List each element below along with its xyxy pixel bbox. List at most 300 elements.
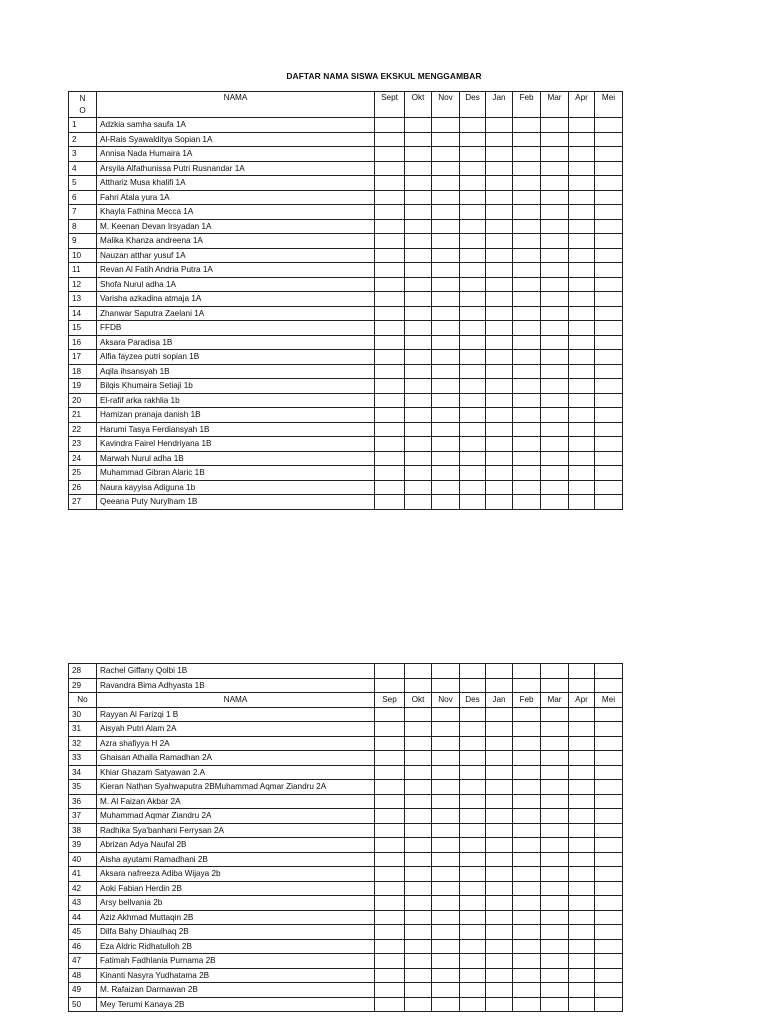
attendance-cell (375, 263, 405, 278)
attendance-cell (569, 968, 595, 983)
student-name: Fahri Atala yura 1A (97, 190, 375, 205)
table-row (69, 495, 623, 510)
attendance-cell (595, 350, 623, 365)
attendance-cell (460, 954, 486, 969)
attendance-cell (460, 722, 486, 737)
attendance-cell (460, 393, 486, 408)
attendance-cell (432, 393, 460, 408)
table-row (69, 350, 623, 365)
attendance-cell (541, 118, 569, 133)
attendance-cell (513, 707, 541, 722)
header-month-nov: Nov (432, 92, 460, 118)
attendance-cell (460, 664, 486, 679)
row-number: 9 (69, 234, 97, 249)
attendance-cell (405, 664, 432, 679)
row-number: 22 (69, 422, 97, 437)
student-name: El-rafif arka rakhlia 1b (97, 393, 375, 408)
row-number: 42 (69, 881, 97, 896)
attendance-cell (432, 466, 460, 481)
attendance-cell (432, 263, 460, 278)
attendance-cell (432, 480, 460, 495)
attendance-cell (460, 219, 486, 234)
student-name: Radhika Sya'banhani Ferrysan 2A (97, 823, 375, 838)
table-row (69, 838, 623, 853)
attendance-cell (460, 263, 486, 278)
attendance-cell (405, 234, 432, 249)
attendance-cell (460, 335, 486, 350)
student-name: Rachel Giffany Qolbi 1B (97, 664, 375, 679)
row-number: 13 (69, 292, 97, 307)
attendance-cell (432, 161, 460, 176)
attendance-cell (486, 147, 513, 162)
student-name: Zhanwar Saputra Zaelani 1A (97, 306, 375, 321)
table-row (69, 794, 623, 809)
row-number: 18 (69, 364, 97, 379)
attendance-cell (432, 838, 460, 853)
attendance-cell (595, 823, 623, 838)
attendance-cell (541, 480, 569, 495)
student-name: Eza Aldric Ridhatulloh 2B (97, 939, 375, 954)
student-name: Aisha ayutami Ramadhani 2B (97, 852, 375, 867)
attendance-cell (460, 248, 486, 263)
attendance-cell (486, 176, 513, 191)
student-name: Mey Terumi Kanaya 2B (97, 997, 375, 1012)
attendance-cell (375, 335, 405, 350)
attendance-cell (432, 408, 460, 423)
row-number: 3 (69, 147, 97, 162)
attendance-cell (432, 867, 460, 882)
row-number: 21 (69, 408, 97, 423)
attendance-cell (513, 867, 541, 882)
row-number: 43 (69, 896, 97, 911)
attendance-cell (513, 161, 541, 176)
row-number: 25 (69, 466, 97, 481)
attendance-cell (460, 277, 486, 292)
attendance-cell (432, 968, 460, 983)
student-name: Revan Al Fatih Andria Putra 1A (97, 263, 375, 278)
attendance-cell (432, 881, 460, 896)
attendance-cell (432, 780, 460, 795)
row-number: 16 (69, 335, 97, 350)
attendance-cell (541, 852, 569, 867)
student-name: Marwah Nurul adha 1B (97, 451, 375, 466)
attendance-cell (486, 393, 513, 408)
attendance-cell (460, 466, 486, 481)
attendance-cell (375, 306, 405, 321)
attendance-cell (375, 176, 405, 191)
attendance-cell (460, 751, 486, 766)
attendance-table-1 (68, 91, 623, 510)
attendance-cell (569, 292, 595, 307)
attendance-cell (513, 234, 541, 249)
attendance-cell (375, 852, 405, 867)
attendance-cell (541, 751, 569, 766)
attendance-cell (569, 664, 595, 679)
table-row (69, 234, 623, 249)
attendance-cell (486, 968, 513, 983)
student-name: Ghaisan Athalla Ramadhan 2A (97, 751, 375, 766)
attendance-cell (595, 277, 623, 292)
attendance-cell (432, 205, 460, 220)
attendance-cell (541, 335, 569, 350)
attendance-cell (486, 678, 513, 693)
student-name: Aoki Fabian Herdin 2B (97, 881, 375, 896)
attendance-cell (405, 939, 432, 954)
attendance-cell (569, 379, 595, 394)
attendance-cell (486, 910, 513, 925)
attendance-cell (460, 350, 486, 365)
table-row (69, 664, 623, 679)
attendance-cell (541, 896, 569, 911)
attendance-cell (432, 852, 460, 867)
attendance-cell (513, 939, 541, 954)
attendance-cell (460, 408, 486, 423)
row-number: 20 (69, 393, 97, 408)
attendance-cell (486, 780, 513, 795)
student-name: Aksara nafreeza Adiba Wijaya 2b (97, 867, 375, 882)
attendance-cell (432, 248, 460, 263)
attendance-cell (595, 939, 623, 954)
attendance-cell (405, 751, 432, 766)
attendance-cell (595, 335, 623, 350)
attendance-cell (541, 350, 569, 365)
table-row (69, 925, 623, 940)
attendance-cell (541, 422, 569, 437)
attendance-cell (569, 335, 595, 350)
attendance-cell (405, 350, 432, 365)
row-number: 26 (69, 480, 97, 495)
attendance-cell (541, 678, 569, 693)
attendance-cell (405, 205, 432, 220)
header-month-jan: Jan (486, 92, 513, 118)
header-month-mar: Mar (541, 92, 569, 118)
table-row (69, 408, 623, 423)
student-name: Aqila ihsansyah 1B (97, 364, 375, 379)
attendance-cell (569, 118, 595, 133)
attendance-cell (569, 997, 595, 1012)
attendance-cell (595, 248, 623, 263)
row-number: 31 (69, 722, 97, 737)
row-number: 38 (69, 823, 97, 838)
attendance-table-2 (68, 663, 623, 1012)
attendance-cell (569, 707, 595, 722)
header-month-okt: Okt (405, 92, 432, 118)
attendance-cell (405, 678, 432, 693)
student-name: Ravandra Bima Adhyasta 1B (97, 678, 375, 693)
table-row (69, 321, 623, 336)
attendance-cell (569, 466, 595, 481)
attendance-cell (375, 118, 405, 133)
student-name: Aisyah Putri Alam 2A (97, 722, 375, 737)
attendance-cell (595, 379, 623, 394)
attendance-cell (375, 809, 405, 824)
attendance-cell (513, 263, 541, 278)
attendance-cell (541, 190, 569, 205)
attendance-cell (569, 321, 595, 336)
student-name: Hamizan pranaja danish 1B (97, 408, 375, 423)
attendance-cell (375, 234, 405, 249)
attendance-cell (405, 983, 432, 998)
header-nama: NAMA (97, 92, 375, 118)
table-row (69, 437, 623, 452)
attendance-cell (486, 422, 513, 437)
header-month-sept: Sept (375, 92, 405, 118)
student-name: M. Al Faizan Akbar 2A (97, 794, 375, 809)
attendance-cell (595, 364, 623, 379)
attendance-cell (460, 997, 486, 1012)
attendance-cell (460, 867, 486, 882)
attendance-cell (486, 809, 513, 824)
attendance-cell (595, 480, 623, 495)
attendance-cell (405, 707, 432, 722)
attendance-cell (460, 881, 486, 896)
attendance-cell (460, 852, 486, 867)
attendance-cell (541, 219, 569, 234)
attendance-cell (595, 422, 623, 437)
attendance-cell (486, 335, 513, 350)
attendance-cell (460, 364, 486, 379)
attendance-cell (375, 350, 405, 365)
attendance-cell (405, 780, 432, 795)
table-row (69, 205, 623, 220)
attendance-cell (513, 248, 541, 263)
attendance-cell (486, 466, 513, 481)
row-number: 5 (69, 176, 97, 191)
header-month-mei: Mei (595, 92, 623, 118)
row-number: 49 (69, 983, 97, 998)
attendance-cell (541, 408, 569, 423)
attendance-cell (375, 466, 405, 481)
attendance-cell (595, 466, 623, 481)
attendance-cell (595, 867, 623, 882)
student-name: Kinanti Nasyra Yudhatama 2B (97, 968, 375, 983)
attendance-cell (513, 292, 541, 307)
attendance-cell (405, 176, 432, 191)
row-number: 15 (69, 321, 97, 336)
attendance-cell (513, 306, 541, 321)
attendance-cell (432, 364, 460, 379)
attendance-cell (513, 205, 541, 220)
attendance-cell (569, 794, 595, 809)
attendance-cell (569, 451, 595, 466)
student-name: Arsy bellvania 2b (97, 896, 375, 911)
attendance-cell (405, 437, 432, 452)
attendance-cell (595, 219, 623, 234)
attendance-cell (405, 867, 432, 882)
attendance-cell (569, 132, 595, 147)
attendance-cell (513, 823, 541, 838)
document-title: DAFTAR NAMA SISWA EKSKUL MENGGAMBAR (286, 71, 482, 81)
attendance-cell (486, 321, 513, 336)
attendance-cell (595, 263, 623, 278)
table-row (69, 823, 623, 838)
student-name: Muhammad Aqmar Ziandru 2A (97, 809, 375, 824)
attendance-cell (460, 823, 486, 838)
row-number: 47 (69, 954, 97, 969)
attendance-cell (375, 968, 405, 983)
attendance-cell (541, 954, 569, 969)
attendance-cell (432, 306, 460, 321)
attendance-cell (541, 722, 569, 737)
attendance-cell (486, 722, 513, 737)
attendance-cell (541, 306, 569, 321)
table-row (69, 896, 623, 911)
attendance-cell (541, 234, 569, 249)
attendance-cell (432, 997, 460, 1012)
attendance-cell (432, 751, 460, 766)
attendance-cell (513, 983, 541, 998)
row-number: 8 (69, 219, 97, 234)
row-number: 44 (69, 910, 97, 925)
attendance-cell (513, 838, 541, 853)
attendance-cell (513, 678, 541, 693)
attendance-cell (486, 205, 513, 220)
table-row (69, 678, 623, 693)
attendance-cell (432, 118, 460, 133)
student-name: Nauzan atthar yusuf 1A (97, 248, 375, 263)
attendance-cell (595, 176, 623, 191)
attendance-cell (375, 277, 405, 292)
attendance-cell (405, 379, 432, 394)
header-month-apr: Apr (569, 693, 595, 708)
attendance-cell (432, 707, 460, 722)
attendance-cell (541, 867, 569, 882)
attendance-cell (405, 809, 432, 824)
attendance-cell (541, 379, 569, 394)
attendance-cell (405, 466, 432, 481)
attendance-cell (460, 896, 486, 911)
attendance-cell (595, 968, 623, 983)
attendance-cell (460, 234, 486, 249)
attendance-cell (541, 393, 569, 408)
student-name: Azra shafiyya H 2A (97, 736, 375, 751)
row-number: 2 (69, 132, 97, 147)
student-name: Al-Rais Syawalditya Sopian 1A (97, 132, 375, 147)
attendance-cell (375, 867, 405, 882)
table-row (69, 335, 623, 350)
attendance-cell (541, 881, 569, 896)
attendance-cell (486, 794, 513, 809)
attendance-cell (375, 132, 405, 147)
attendance-cell (541, 910, 569, 925)
attendance-cell (486, 838, 513, 853)
student-name: Aksara Paradisa 1B (97, 335, 375, 350)
attendance-cell (513, 364, 541, 379)
table-row (69, 248, 623, 263)
attendance-cell (569, 910, 595, 925)
row-number: 29 (69, 678, 97, 693)
row-number: 12 (69, 277, 97, 292)
student-name: FFDB (97, 321, 375, 336)
table-row (69, 393, 623, 408)
attendance-cell (541, 997, 569, 1012)
attendance-cell (541, 161, 569, 176)
attendance-cell (569, 408, 595, 423)
attendance-cell (375, 422, 405, 437)
row-number: 41 (69, 867, 97, 882)
header-nama: NAMA (97, 693, 375, 708)
attendance-cell (486, 823, 513, 838)
attendance-cell (405, 722, 432, 737)
header-month-jan: Jan (486, 693, 513, 708)
attendance-cell (375, 190, 405, 205)
attendance-cell (460, 809, 486, 824)
attendance-cell (486, 132, 513, 147)
row-number: 19 (69, 379, 97, 394)
attendance-cell (486, 925, 513, 940)
attendance-cell (405, 896, 432, 911)
attendance-cell (375, 292, 405, 307)
table-row (69, 765, 623, 780)
attendance-cell (569, 881, 595, 896)
attendance-cell (541, 939, 569, 954)
attendance-cell (460, 838, 486, 853)
attendance-cell (513, 393, 541, 408)
row-number: 46 (69, 939, 97, 954)
attendance-cell (569, 896, 595, 911)
header-no: No (69, 693, 97, 708)
attendance-cell (375, 678, 405, 693)
table-row (69, 451, 623, 466)
attendance-cell (569, 437, 595, 452)
attendance-cell (460, 292, 486, 307)
row-number: 34 (69, 765, 97, 780)
attendance-cell (432, 190, 460, 205)
attendance-cell (460, 161, 486, 176)
student-name: Varisha azkadina atmaja 1A (97, 292, 375, 307)
attendance-cell (513, 408, 541, 423)
attendance-cell (405, 248, 432, 263)
attendance-cell (432, 176, 460, 191)
attendance-cell (595, 495, 623, 510)
attendance-cell (405, 968, 432, 983)
attendance-cell (375, 939, 405, 954)
attendance-cell (405, 925, 432, 940)
attendance-cell (486, 379, 513, 394)
attendance-cell (595, 736, 623, 751)
attendance-cell (513, 736, 541, 751)
attendance-cell (405, 306, 432, 321)
attendance-cell (432, 664, 460, 679)
attendance-cell (513, 896, 541, 911)
attendance-cell (405, 852, 432, 867)
table-row (69, 983, 623, 998)
attendance-cell (569, 939, 595, 954)
attendance-cell (375, 321, 405, 336)
table-row (69, 263, 623, 278)
student-name: M. Rafaizan Darmawan 2B (97, 983, 375, 998)
attendance-cell (486, 852, 513, 867)
attendance-cell (460, 925, 486, 940)
attendance-cell (595, 751, 623, 766)
attendance-cell (375, 205, 405, 220)
attendance-cell (432, 495, 460, 510)
row-number: 50 (69, 997, 97, 1012)
attendance-cell (541, 248, 569, 263)
table-row (69, 780, 623, 795)
attendance-cell (460, 132, 486, 147)
attendance-cell (486, 664, 513, 679)
table-row (69, 364, 623, 379)
attendance-cell (513, 954, 541, 969)
attendance-cell (595, 205, 623, 220)
attendance-cell (541, 495, 569, 510)
attendance-cell (595, 393, 623, 408)
attendance-cell (486, 190, 513, 205)
attendance-cell (432, 422, 460, 437)
attendance-cell (405, 321, 432, 336)
header-month-mei: Mei (595, 693, 623, 708)
